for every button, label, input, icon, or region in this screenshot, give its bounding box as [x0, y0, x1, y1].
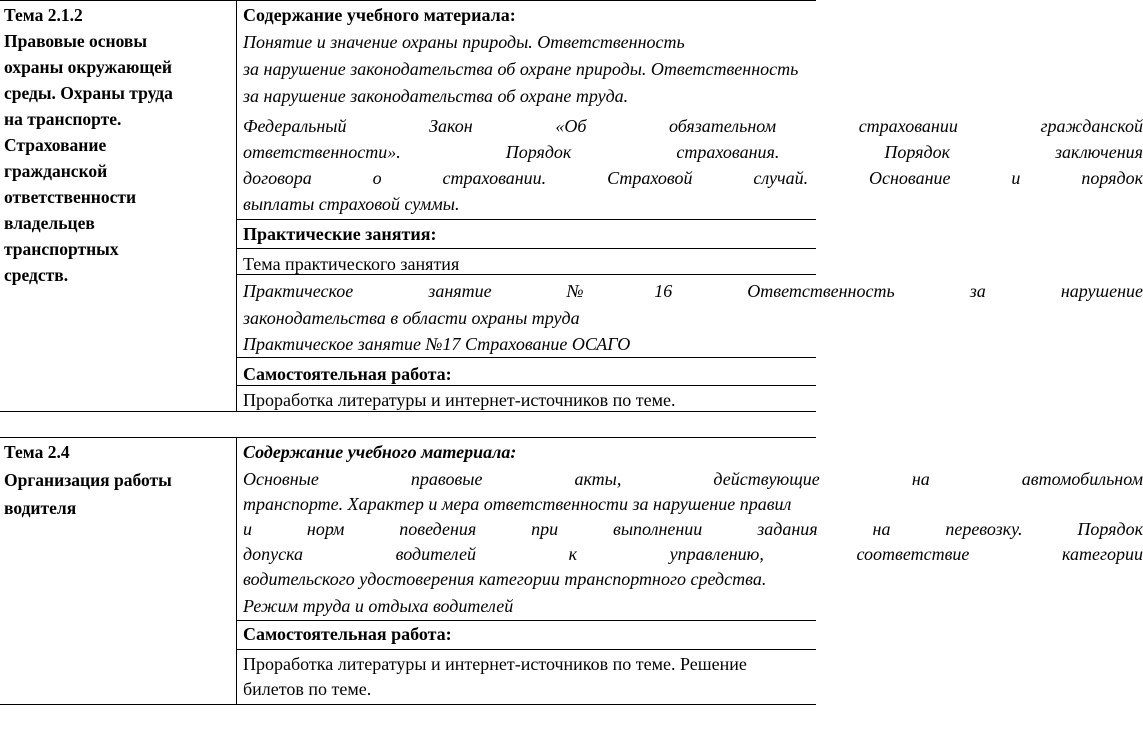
topic-title-line: Организация работы [4, 470, 172, 490]
topic-title-line: водителя [4, 498, 77, 518]
self-work-text: Проработка литературы и интернет-источников по теме. [243, 390, 676, 410]
topic-title-line: Страхование [4, 135, 107, 155]
content-line: водительского удостоверения категории транспортного средства. [243, 569, 767, 589]
row-divider [237, 248, 816, 249]
content-line: Основные правовые акты, действующие на автомобильном [243, 469, 1143, 489]
topic-title-line: гражданской [4, 161, 108, 181]
content-line: выплаты страховой суммы. [243, 194, 460, 214]
practice-subheader: Тема практического занятия [243, 254, 460, 274]
topic-cell [0, 438, 237, 704]
row-divider [237, 620, 816, 621]
topic-title-line: Правовые основы [4, 31, 148, 51]
content-header: Содержание учебного материала: [243, 442, 517, 462]
content-line: транспорте. Характер и мера ответственности за нарушение правил [243, 494, 792, 514]
content-header: Содержание учебного материала: [243, 5, 516, 25]
content-line: и норм поведения при выполнении задания на перевозку. Порядок [243, 519, 1143, 539]
row-divider [237, 219, 816, 220]
topic-cell [0, 1, 237, 411]
self-work-header: Самостоятельная работа: [243, 364, 452, 384]
content-line: за нарушение законодательства об охране труда. [243, 86, 629, 106]
row-divider [237, 274, 816, 275]
practice-line: Практическое занятие №16 Ответственность за нарушение [243, 281, 1143, 301]
topic-number: Тема 2.1.2 [4, 5, 83, 25]
content-line: ответственности». Порядок страхования. Порядок заключения [243, 142, 1143, 162]
topic-title-line: владельцев [4, 213, 95, 233]
practice-line: Практическое занятие №17 Страхование ОСАГО [243, 334, 631, 354]
row-divider [237, 385, 816, 386]
content-cell [237, 1, 1143, 411]
topic-title-line: транспортных [4, 239, 119, 259]
practice-header: Практические занятия: [243, 224, 437, 244]
content-line: Режим труда и отдыха водителей [243, 596, 514, 616]
content-line: допуска водителей к управлению, соответствие категории [243, 544, 1143, 564]
content-line: за нарушение законодательства об охране природы. Ответственность [243, 59, 799, 79]
topic-number: Тема 2.4 [4, 442, 70, 462]
self-work-text: Проработка литературы и интернет-источников по теме. Решение [243, 654, 747, 674]
content-line: Понятие и значение охраны природы. Ответственность [243, 32, 685, 52]
topic-title-line: среды. Охраны труда [4, 83, 173, 103]
content-line: договора о страховании. Страховой случай. Основание и порядок [243, 168, 1143, 188]
topic-title-line: охраны окружающей [4, 57, 172, 77]
content-line: Федеральный Закон «Об обязательном страховании гражданской [243, 116, 1143, 136]
row-divider [237, 649, 816, 650]
practice-line: законодательства в области охраны труда [243, 308, 580, 328]
content-cell [237, 438, 1143, 704]
topic-table-2-4 [0, 437, 1143, 705]
self-work-header: Самостоятельная работа: [243, 624, 452, 644]
topic-title-line: ответственности [4, 187, 137, 207]
row-divider [237, 357, 816, 358]
topic-title-line: на транспорте. [4, 109, 122, 129]
self-work-text: билетов по теме. [243, 679, 372, 699]
topic-title-line: средств. [4, 265, 69, 285]
